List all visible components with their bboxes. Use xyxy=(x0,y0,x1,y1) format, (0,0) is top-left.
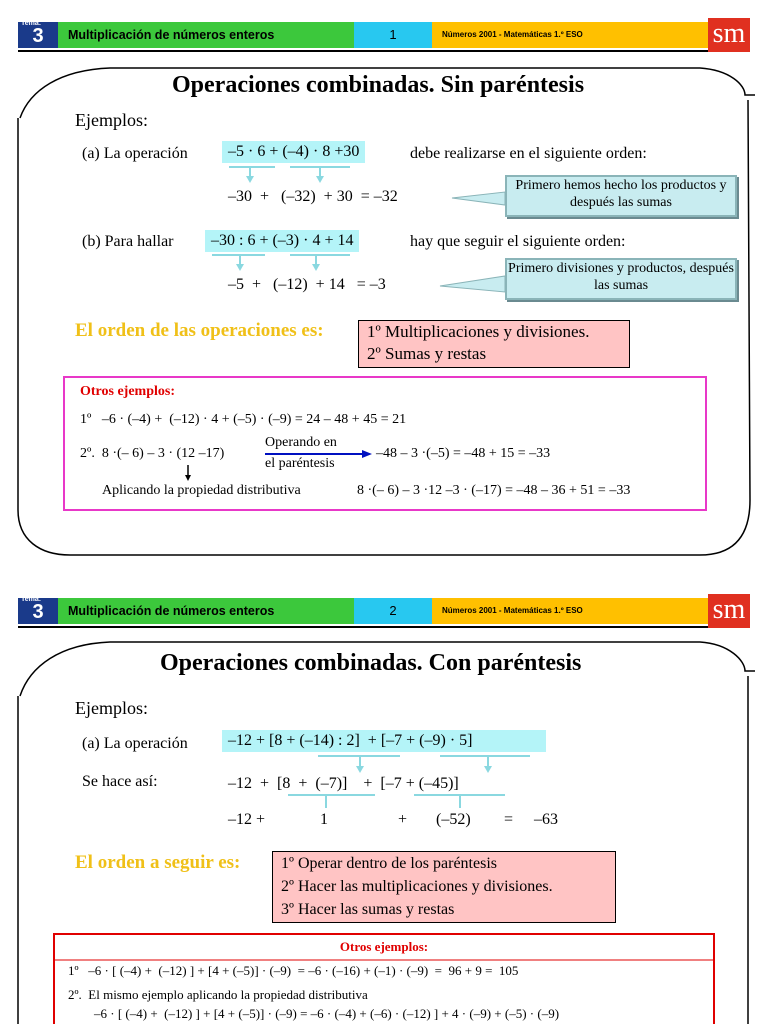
orden-label: El orden a seguir es: xyxy=(75,852,241,873)
step2-b: 1 xyxy=(320,811,328,828)
slide1-title: Operaciones combinadas. Sin paréntesis xyxy=(172,72,585,98)
tema-label: Tema: xyxy=(21,596,42,603)
example-a-label: (a) La operación xyxy=(82,735,188,752)
slide2-title: Operaciones combinadas. Con paréntesis xyxy=(160,650,582,676)
step2-d: (–52) xyxy=(436,811,471,828)
orden-box xyxy=(358,320,630,368)
step2-a: –12 + xyxy=(228,811,266,828)
slide2-frame xyxy=(0,576,768,1024)
example-b-note: Primero divisiones y productos, después las sumas xyxy=(505,258,737,300)
topic-title: Multiplicación de números enteros xyxy=(58,22,354,48)
step1-expression: –12 + [8 + (–7)] + [–7 + (–45)] xyxy=(228,775,459,792)
example-a-after: debe realizarse en el siguiente orden: xyxy=(410,145,647,162)
ejemplos-label: Ejemplos: xyxy=(75,698,148,718)
example-a-expression: –5 · 6 + (–4) · 8 +30 xyxy=(222,141,365,163)
step2-e: = xyxy=(504,811,514,828)
operando-label-1: Operando en xyxy=(265,435,337,450)
tema-label: Tema: xyxy=(21,20,42,27)
book-title: Números 2001 - Matemáticas 1.º ESO xyxy=(432,598,708,624)
sm-logo: sm xyxy=(708,18,750,52)
otros-line-2: 2º. 8 ·(– 6) – 3 · (12 –17) xyxy=(80,446,225,461)
orden-item-2: 2º Hacer las multiplicaciones y divisiones. xyxy=(281,878,553,895)
orden-label: El orden de las operaciones es: xyxy=(75,320,324,341)
step2-c: + xyxy=(398,811,408,828)
otros-line-2-result: –48 – 3 ·(–5) = –48 + 15 = –33 xyxy=(376,446,551,461)
otros-line-1: 1º –6 · (–4) + (–12) · 4 + (–5) · (–9) = 24 – 48 + 45 = 21 xyxy=(80,412,407,427)
orden-item-2: 2º Sumas y restas xyxy=(367,344,487,363)
example-b-label: (b) Para hallar xyxy=(82,233,174,250)
sm-logo: sm xyxy=(708,594,750,628)
example-a-expression: –12 + [8 + (–14) : 2] + [–7 + (–9) · 5] xyxy=(222,730,546,752)
otros-line-3-label: Aplicando la propiedad distributiva xyxy=(102,483,301,498)
example-b-expression: –30 : 6 + (–3) · 4 + 14 xyxy=(205,230,359,252)
example-b-result: –5 + (–12) + 14 = –3 xyxy=(228,276,386,293)
book-title: Números 2001 - Matemáticas 1.º ESO xyxy=(432,22,708,48)
tema-number: 3 xyxy=(32,25,44,47)
example-a-result: –30 + (–32) + 30 = –32 xyxy=(228,188,398,205)
otros-line-3-expr: 8 ·(– 6) – 3 ·12 –3 · (–17) = –48 – 36 + 51 = –33 xyxy=(357,483,631,498)
example-b-after: hay que seguir el siguiente orden: xyxy=(410,233,626,250)
otros-line-1: 1º –6 · [ (–4) + (–12) ] + [4 + (–5)] · (–9) = –6 · (–16) + (–1) · (–9) = 96 + 9 = 105 xyxy=(68,963,519,978)
orden-box xyxy=(272,851,616,923)
otros-line-2: 2º. El mismo ejemplo aplicando la propiedad distributiva xyxy=(68,987,368,1002)
ejemplos-label: Ejemplos: xyxy=(75,110,148,130)
orden-item-1: 1º Operar dentro de los paréntesis xyxy=(281,855,497,872)
step2-f: –63 xyxy=(534,811,558,828)
orden-item-3: 3º Hacer las sumas y restas xyxy=(281,901,455,918)
sehace-label: Se hace así: xyxy=(82,773,158,790)
orden-item-1: 1º Multiplicaciones y divisiones. xyxy=(367,322,590,341)
otros-line-3: –6 · [ (–4) + (–12) ] + [4 + (–5)] · (–9) = –6 · (–4) + (–6) · (–12) ] + 4 · (–9) + (–5) · (–9) xyxy=(94,1006,560,1021)
operando-label-2: el paréntesis xyxy=(265,456,335,471)
example-a-note: Primero hemos hecho los productos y después las sumas xyxy=(505,175,737,217)
otros-title: Otros ejemplos: xyxy=(80,384,175,399)
example-a-label: (a) La operación xyxy=(82,145,188,162)
topic-title: Multiplicación de números enteros xyxy=(58,598,354,624)
otros-title: Otros ejemplos: xyxy=(339,939,429,954)
page-number: 2 xyxy=(354,598,432,624)
tema-number: 3 xyxy=(32,601,44,623)
page-number: 1 xyxy=(354,22,432,48)
